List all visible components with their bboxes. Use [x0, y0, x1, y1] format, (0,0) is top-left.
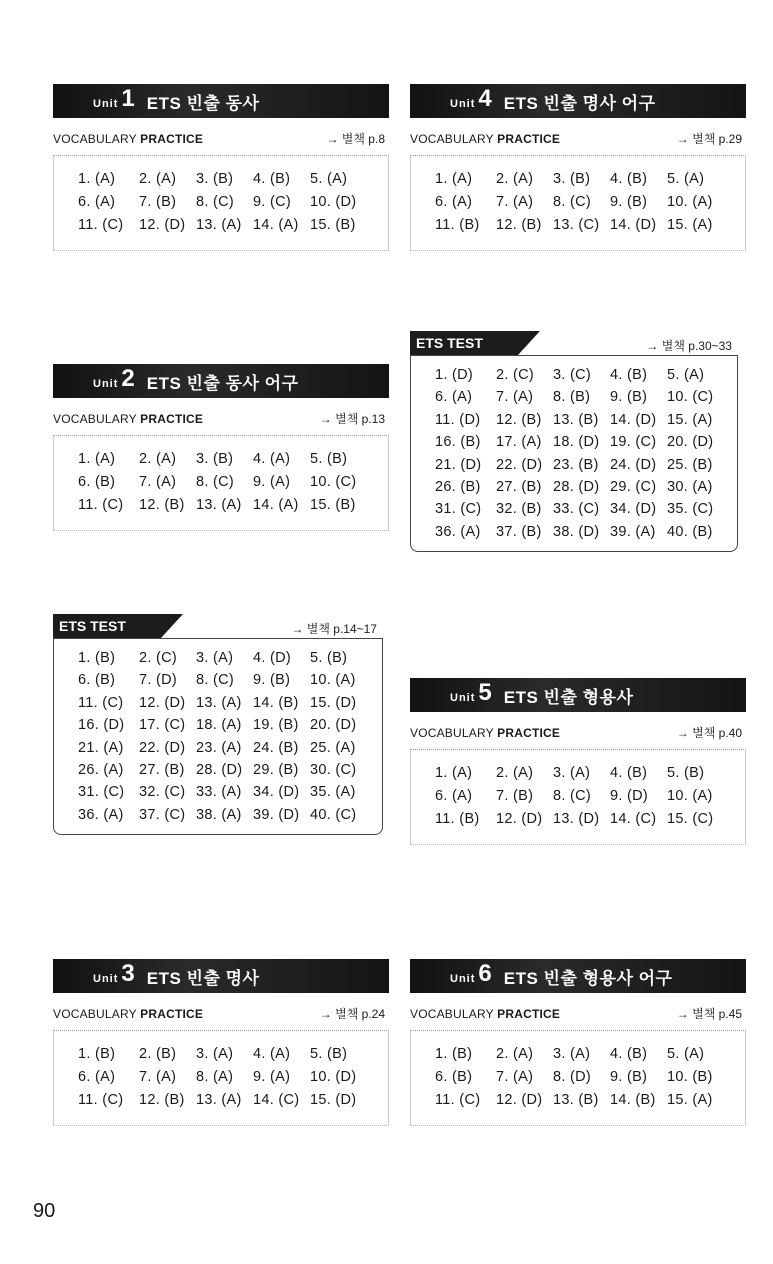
answer-item: 2. (A) [496, 765, 534, 781]
answer-item: 4. (B) [253, 171, 291, 187]
unit-title: ETS 빈출 형용사 [503, 687, 634, 707]
page-reference: → 별책 p.13 [319, 412, 385, 426]
answer-item: 2. (A) [139, 171, 177, 187]
vocab-practice-header: VOCABULARY PRACTICE → 별책 p.24 [53, 1007, 385, 1021]
answer-item: 37. (C) [139, 806, 186, 823]
answer-item: 6. (A) [78, 1069, 116, 1085]
unit-word: Unit [93, 98, 119, 110]
answer-item: 6. (A) [435, 194, 473, 210]
answer-box [53, 155, 389, 251]
answer-item: 14. (B) [610, 1092, 656, 1108]
answer-item: 32. (C) [139, 784, 186, 801]
answer-item: 9. (D) [610, 788, 649, 804]
answer-grid [78, 647, 382, 826]
answer-item: 1. (B) [435, 1046, 473, 1062]
answer-item: 15. (D) [310, 1092, 357, 1108]
answer-item: 2. (C) [139, 650, 178, 666]
answer-item: 36. (A) [78, 806, 124, 823]
answer-item: 14. (D) [610, 217, 657, 233]
ets-test-header [53, 614, 383, 638]
page-number: 90 [33, 1200, 56, 1222]
answer-item: 9. (B) [253, 672, 291, 689]
answer-item: 1. (A) [78, 451, 116, 467]
unit-title: ETS 빈출 명사 어구 [503, 93, 656, 113]
answer-item: 11. (B) [435, 811, 480, 827]
answer-item: 12. (B) [139, 497, 185, 513]
vocab-practice-header: VOCABULARY PRACTICE → 별책 p.29 [410, 132, 742, 146]
unit-3-section [53, 959, 389, 1126]
answer-item: 3. (C) [553, 367, 592, 383]
unit-number: 4 [478, 85, 492, 112]
answer-item: 10. (A) [667, 194, 713, 210]
answer-item: 34. (D) [610, 501, 657, 518]
unit-word: Unit [450, 98, 476, 110]
answer-item: 19. (B) [253, 717, 299, 734]
answer-item: 36. (A) [435, 523, 481, 540]
answer-item: 10. (B) [667, 1069, 713, 1085]
answer-item: 2. (C) [496, 367, 535, 383]
answer-item: 13. (A) [196, 694, 242, 711]
answer-item: 3. (B) [553, 171, 591, 187]
answer-item: 7. (A) [496, 389, 534, 406]
answer-item: 9. (C) [253, 194, 292, 210]
answer-item: 13. (C) [553, 217, 600, 233]
answer-item: 10. (C) [310, 474, 357, 490]
answer-item: 14. (B) [253, 694, 299, 711]
answer-item: 18. (D) [553, 434, 600, 451]
answer-item: 7. (A) [496, 194, 534, 210]
answer-item: 4. (B) [610, 765, 648, 781]
answer-grid [435, 168, 745, 237]
answer-item: 29. (C) [610, 479, 657, 496]
vocab-practice-header: VOCABULARY PRACTICE → 별책 p.13 [53, 412, 385, 426]
unit-number: 1 [121, 85, 135, 112]
answer-item: 3. (B) [196, 171, 234, 187]
answer-item: 6. (A) [435, 788, 473, 804]
answer-item: 19. (C) [610, 434, 657, 451]
answer-box [53, 435, 389, 531]
answer-item: 24. (B) [253, 739, 299, 756]
answer-item: 7. (A) [496, 1069, 534, 1085]
unit-4-banner [410, 84, 746, 118]
answer-item: 30. (A) [667, 479, 713, 496]
unit-6-banner [410, 959, 746, 993]
answer-item: 6. (A) [435, 389, 473, 406]
ets-answer-box [53, 638, 383, 835]
answer-item: 8. (C) [553, 788, 592, 804]
answer-item: 3. (A) [553, 1046, 591, 1062]
answer-item: 4. (B) [610, 1046, 648, 1062]
answer-item: 14. (C) [610, 811, 657, 827]
answer-item: 40. (B) [667, 523, 713, 540]
answer-item: 23. (B) [553, 456, 599, 473]
unit-5-banner [410, 678, 746, 712]
answer-item: 15. (B) [310, 217, 356, 233]
answer-item: 11. (B) [435, 217, 480, 233]
answer-item: 9. (B) [610, 389, 648, 406]
answer-item: 8. (A) [196, 1069, 234, 1085]
answer-item: 25. (B) [667, 456, 713, 473]
answer-grid [435, 1043, 745, 1112]
answer-item: 8. (C) [553, 194, 592, 210]
answer-box [410, 155, 746, 251]
unit-6-section [410, 959, 746, 1126]
answer-item: 20. (D) [310, 717, 357, 734]
answer-item: 14. (A) [253, 217, 299, 233]
answer-item: 9. (B) [610, 1069, 648, 1085]
answer-item: 17. (A) [496, 434, 542, 451]
ets-test-1-section [53, 614, 383, 835]
page-reference: → 별책 p.30~33 [646, 339, 732, 353]
page-reference: → 별책 p.45 [676, 1007, 742, 1021]
answer-item: 13. (A) [196, 217, 242, 233]
answer-item: 15. (A) [667, 1092, 713, 1108]
answer-item: 28. (D) [553, 479, 600, 496]
vocab-practice-header: VOCABULARY PRACTICE → 별책 p.8 [53, 132, 385, 146]
answer-item: 13. (B) [553, 1092, 599, 1108]
answer-item: 32. (B) [496, 501, 542, 518]
answer-item: 15. (A) [667, 217, 713, 233]
answer-item: 6. (B) [78, 672, 116, 689]
unit-word: Unit [450, 973, 476, 985]
answer-item: 20. (D) [667, 434, 714, 451]
answer-item: 4. (B) [610, 367, 648, 383]
answer-item: 3. (B) [196, 451, 234, 467]
answer-item: 27. (B) [139, 762, 185, 779]
answer-item: 39. (A) [610, 523, 656, 540]
answer-item: 12. (D) [139, 694, 186, 711]
answer-item: 22. (D) [139, 739, 186, 756]
answer-item: 3. (A) [196, 650, 234, 666]
answer-grid [78, 448, 388, 517]
answer-item: 2. (B) [139, 1046, 177, 1062]
answer-item: 4. (B) [610, 171, 648, 187]
answer-item: 38. (D) [553, 523, 600, 540]
answer-item: 4. (D) [253, 650, 292, 666]
answer-item: 5. (A) [667, 1046, 705, 1062]
answer-item: 3. (A) [553, 765, 591, 781]
answer-item: 25. (A) [310, 739, 356, 756]
answer-item: 26. (A) [78, 762, 124, 779]
answer-item: 16. (B) [435, 434, 481, 451]
answer-item: 5. (B) [310, 650, 348, 666]
answer-item: 17. (C) [139, 717, 186, 734]
answer-item: 2. (A) [496, 171, 534, 187]
answer-item: 10. (A) [667, 788, 713, 804]
answer-item: 5. (A) [667, 171, 705, 187]
unit-number: 2 [121, 365, 135, 392]
ets-test-header [410, 331, 738, 355]
answer-item: 5. (B) [310, 451, 348, 467]
ets-answer-box [410, 355, 738, 552]
unit-title: ETS 빈출 동사 어구 [146, 373, 299, 393]
unit-number: 3 [121, 960, 135, 987]
answer-item: 5. (A) [667, 367, 705, 383]
unit-5-section [410, 678, 746, 845]
answer-item: 27. (B) [496, 479, 542, 496]
answer-item: 23. (A) [196, 739, 242, 756]
answer-item: 33. (C) [553, 501, 600, 518]
answer-item: 11. (D) [435, 411, 481, 428]
page-reference: → 별책 p.40 [676, 726, 742, 740]
answer-item: 8. (B) [553, 389, 591, 406]
answer-item: 9. (B) [610, 194, 648, 210]
answer-item: 8. (C) [196, 672, 235, 689]
answer-item: 35. (C) [667, 501, 714, 518]
answer-grid [78, 168, 388, 237]
unit-1-banner [53, 84, 389, 118]
answer-item: 9. (A) [253, 474, 291, 490]
answer-item: 1. (B) [78, 650, 116, 666]
answer-item: 1. (B) [78, 1046, 116, 1062]
answer-item: 12. (B) [496, 217, 542, 233]
answer-box [410, 1030, 746, 1126]
answer-item: 13. (D) [553, 811, 600, 827]
answer-item: 2. (A) [139, 451, 177, 467]
answer-item: 11. (C) [78, 694, 124, 711]
ets-test-tab: ETS TEST [53, 614, 161, 638]
answer-item: 1. (A) [435, 171, 473, 187]
unit-word: Unit [93, 378, 119, 390]
unit-1-section [53, 84, 389, 251]
answer-item: 4. (A) [253, 451, 291, 467]
answer-item: 31. (C) [78, 784, 125, 801]
answer-item: 34. (D) [253, 784, 300, 801]
answer-item: 11. (C) [78, 217, 124, 233]
unit-title: ETS 빈출 형용사 어구 [503, 968, 673, 988]
page-reference: → 별책 p.29 [676, 132, 742, 146]
answer-item: 13. (B) [553, 411, 599, 428]
answer-grid [78, 1043, 388, 1112]
answer-item: 26. (B) [435, 479, 481, 496]
answer-item: 40. (C) [310, 806, 357, 823]
answer-item: 9. (A) [253, 1069, 291, 1085]
answer-item: 22. (D) [496, 456, 543, 473]
answer-item: 28. (D) [196, 762, 243, 779]
answer-item: 12. (D) [139, 217, 186, 233]
answer-item: 4. (A) [253, 1046, 291, 1062]
answer-item: 14. (A) [253, 497, 299, 513]
answer-item: 31. (C) [435, 501, 482, 518]
page-reference: → 별책 p.14~17 [291, 622, 377, 636]
answer-item: 1. (A) [78, 171, 116, 187]
answer-item: 7. (A) [139, 474, 177, 490]
unit-3-banner [53, 959, 389, 993]
answer-item: 37. (B) [496, 523, 542, 540]
answer-item: 7. (A) [139, 1069, 177, 1085]
answer-item: 1. (A) [435, 765, 473, 781]
unit-title: ETS 빈출 동사 [146, 93, 260, 113]
answer-item: 3. (A) [196, 1046, 234, 1062]
answer-item: 15. (D) [310, 694, 357, 711]
unit-number: 6 [478, 960, 492, 987]
vocab-practice-header: VOCABULARY PRACTICE → 별책 p.45 [410, 1007, 742, 1021]
answer-item: 12. (B) [139, 1092, 185, 1108]
answer-box [410, 749, 746, 845]
answer-item: 35. (A) [310, 784, 356, 801]
answer-item: 10. (D) [310, 1069, 357, 1085]
answer-item: 6. (B) [435, 1069, 473, 1085]
unit-word: Unit [450, 692, 476, 704]
ets-test-tab: ETS TEST [410, 331, 518, 355]
answer-item: 8. (D) [553, 1069, 592, 1085]
answer-item: 15. (B) [310, 497, 356, 513]
answer-item: 5. (B) [667, 765, 705, 781]
vocab-practice-header: VOCABULARY PRACTICE → 별책 p.40 [410, 726, 742, 740]
unit-2-banner [53, 364, 389, 398]
unit-number: 5 [478, 679, 492, 706]
answer-item: 21. (D) [435, 456, 482, 473]
answer-item: 18. (A) [196, 717, 242, 734]
answer-item: 6. (A) [78, 194, 116, 210]
answer-item: 7. (D) [139, 672, 178, 689]
answer-item: 10. (D) [310, 194, 357, 210]
answer-item: 5. (B) [310, 1046, 348, 1062]
answer-item: 12. (B) [496, 411, 542, 428]
answer-item: 2. (A) [496, 1046, 534, 1062]
unit-4-section [410, 84, 746, 251]
answer-item: 33. (A) [196, 784, 242, 801]
answer-item: 12. (D) [496, 1092, 543, 1108]
answer-grid [435, 364, 737, 543]
answer-item: 1. (D) [435, 367, 474, 383]
answer-item: 7. (B) [496, 788, 534, 804]
answer-item: 39. (D) [253, 806, 300, 823]
answer-item: 16. (D) [78, 717, 125, 734]
answer-item: 11. (C) [78, 1092, 124, 1108]
answer-item: 14. (C) [253, 1092, 300, 1108]
answer-item: 24. (D) [610, 456, 657, 473]
answer-item: 8. (C) [196, 194, 235, 210]
answer-item: 38. (A) [196, 806, 242, 823]
answer-box [53, 1030, 389, 1126]
answer-item: 21. (A) [78, 739, 124, 756]
ets-test-2-section [410, 331, 738, 552]
answer-item: 13. (A) [196, 1092, 242, 1108]
answer-item: 15. (C) [667, 811, 714, 827]
unit-2-section [53, 364, 389, 531]
answer-item: 30. (C) [310, 762, 357, 779]
unit-word: Unit [93, 973, 119, 985]
answer-item: 5. (A) [310, 171, 348, 187]
answer-item: 11. (C) [435, 1092, 481, 1108]
answer-item: 7. (B) [139, 194, 177, 210]
answer-item: 12. (D) [496, 811, 543, 827]
page-reference: → 별책 p.8 [326, 132, 385, 146]
page-reference: → 별책 p.24 [319, 1007, 385, 1021]
unit-title: ETS 빈출 명사 [146, 968, 260, 988]
answer-item: 15. (A) [667, 411, 713, 428]
answer-item: 8. (C) [196, 474, 235, 490]
answer-item: 13. (A) [196, 497, 242, 513]
answer-item: 10. (A) [310, 672, 356, 689]
answer-item: 29. (B) [253, 762, 299, 779]
answer-item: 6. (B) [78, 474, 116, 490]
answer-grid [435, 762, 745, 831]
answer-item: 11. (C) [78, 497, 124, 513]
answer-item: 10. (C) [667, 389, 714, 406]
answer-item: 14. (D) [610, 411, 657, 428]
